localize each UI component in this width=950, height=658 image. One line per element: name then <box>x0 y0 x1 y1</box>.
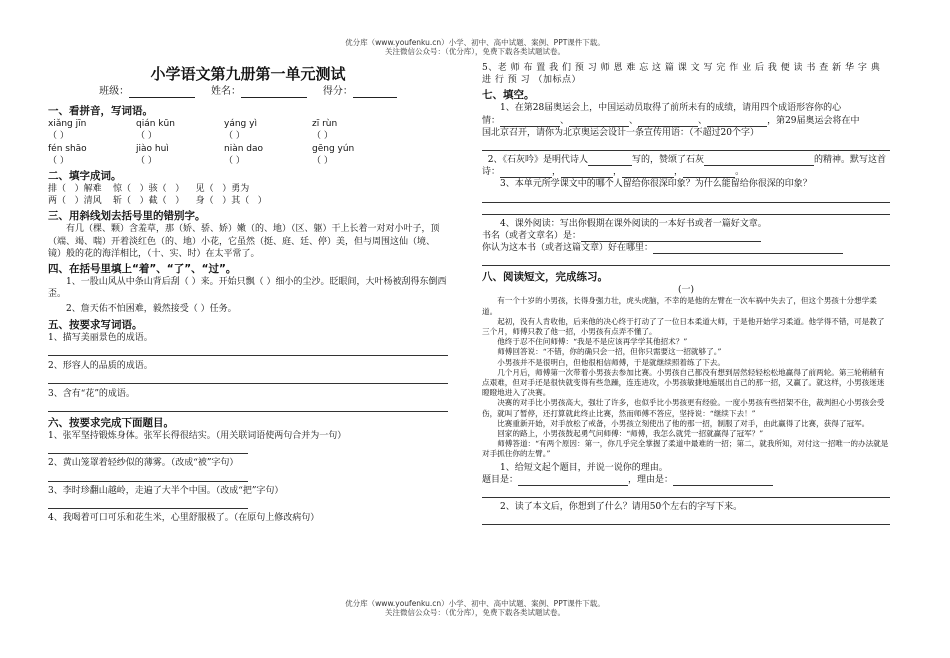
header-line-2: 关注微信公众号：（优分库），免费下载各类试题试卷。 <box>385 47 565 56</box>
page-footer <box>0 599 950 617</box>
rewrite-question-1: 1、张军坚持锻炼身体。张军长得很结实。（用关联词语使两句合并为一句） <box>48 431 347 442</box>
page-header <box>0 38 950 56</box>
answer-line[interactable] <box>482 203 890 215</box>
header-line-1: 优分库（www.youfenku.cn）小学、初中、高中试题、案例、PPT课件下载。 <box>345 38 605 47</box>
passage-paragraph: 师傅回答说：“不错，你的确只会一招，但你只需要这一招就够了。” <box>497 347 722 357</box>
passage-paragraph: 有一个十岁的小男孩，长得身强力壮，虎头虎脑，不幸的是他的左臂在一次车祸中失去了，但这个男孩十分想学柔道。 <box>482 296 877 316</box>
passage-paragraph: 几个月后，师傅第一次带着小男孩去参加比赛。小男孩自己都没有想到居然轻轻松松地赢得了前两轮。第三轮稍稍有点艰难，但对手还是很快就变得有些急躁，连连进攻，小男孩敏捷地施展出自己的那一招，又赢了。就这样，小男孩迷迷瞪瞪地进入了决赛。 <box>482 367 885 398</box>
answer-blank[interactable] <box>683 168 735 178</box>
rewrite-question-4[interactable]: 4、我喝着可口可乐和花生米，心里舒服极了。（在原句上修改病句） <box>48 512 320 523</box>
answer-paren[interactable]: （ ） <box>312 155 333 166</box>
reading-question-1: 1、给短文起个题目，并说一说你的理由。 <box>500 462 668 473</box>
fill-question-2-line: 2、《石灰吟》是明代诗人 写的，赞颂了石灰 的精神。默写这首诗： ， ， ， 。 <box>482 155 886 178</box>
section-6-heading: 六、按要求完成下面题目。 <box>48 417 174 430</box>
title-reason-line <box>482 474 890 486</box>
answer-blank[interactable] <box>500 168 552 178</box>
rewrite-question-3: 3、李时珍翻山越岭，走遍了大半个中国。（改成“把”字句） <box>48 485 284 496</box>
answer-line[interactable] <box>482 191 890 203</box>
pinyin-row-2 <box>48 143 448 155</box>
pinyin-item: gēng yún <box>312 143 355 154</box>
passage-paragraph: 师傅答道：“有两个原因：第一，你几乎完全掌握了柔道中最难的一招；第二，就我所知，对付这一招唯一的办法就是对手抓住你的左臂。” <box>482 439 889 459</box>
score-field[interactable] <box>353 87 397 98</box>
pinyin-item: yáng yì <box>224 119 257 130</box>
student-info <box>48 86 448 98</box>
title-blank[interactable] <box>518 476 628 486</box>
punctuation-question[interactable]: 5、老 师 布 置 我 们 预 习 师 恩 难 忘 这 篇 课 文 写 完 作 业 后 我 便 读 书 查 新 华 字 典 进 行 预 习 （加标点） <box>482 63 881 86</box>
section-5-heading: 五、按要求写词语。 <box>48 318 143 331</box>
fill-label: ，第29届奥运会将在中 <box>767 115 860 126</box>
section-3-heading: 三、用斜线划去括号里的错别字。 <box>48 210 206 223</box>
answer-blank[interactable] <box>569 117 629 127</box>
passage-part-label: (一) <box>677 285 695 296</box>
book-name-blank[interactable] <box>581 232 761 242</box>
answer-line[interactable] <box>48 400 448 412</box>
section-4-heading: 四、在括号里填上“着”、“了”、“过”。 <box>48 263 237 276</box>
answer-blank[interactable] <box>638 117 698 127</box>
answer-line[interactable] <box>482 139 890 151</box>
fill-label: 情： <box>482 115 501 126</box>
section-7-heading: 七、填空。 <box>482 89 535 102</box>
answer-parens-row-1[interactable] <box>48 130 448 142</box>
fill-label: ，理由是： <box>628 474 674 485</box>
answer-paren[interactable]: （ ） <box>48 131 69 142</box>
rewrite-question-2: 2、黄山笼罩着轻纱似的薄雾。（改成“被”字句） <box>48 458 239 469</box>
answer-line[interactable] <box>482 254 890 266</box>
fill-label: 的精神。默写这首诗： <box>482 155 886 178</box>
answer-paren[interactable]: （ ） <box>224 131 245 142</box>
fill-label: 题目是： <box>482 474 519 485</box>
answer-paren[interactable]: （ ） <box>136 155 157 166</box>
answer-blank[interactable] <box>704 156 814 166</box>
answer-paren[interactable]: （ ） <box>136 131 157 142</box>
answer-line[interactable] <box>48 372 448 384</box>
pinyin-item: niàn dao <box>224 143 264 154</box>
section-8-heading: 八、阅读短文，完成练习。 <box>482 271 608 284</box>
class-field[interactable] <box>129 87 195 98</box>
fill-label: 你认为这本书（或者这篇文章）好在哪里： <box>482 243 654 254</box>
particle-question-2[interactable]: 2、詹天佑不怕困难，毅然接受（ ）任务。 <box>66 304 237 315</box>
answer-blank[interactable] <box>622 168 674 178</box>
answer-line[interactable] <box>48 470 248 482</box>
reason-blank[interactable] <box>673 476 773 486</box>
name-label: 姓名： <box>211 86 241 97</box>
answer-line[interactable] <box>482 486 890 498</box>
answer-blank[interactable] <box>588 156 632 166</box>
pinyin-item: qián kūn <box>136 119 175 130</box>
fill-label: 写的，赞颂了石灰 <box>631 155 704 166</box>
fill-question-3: 3、本单元所学课文中的哪个人留给你很深印象？为什么能留给你很深的印象？ <box>500 179 812 190</box>
idiom-question-3: 3、含有“花”的成语。 <box>48 389 135 400</box>
idiom-question-2: 2、形容人的品质的成语。 <box>48 360 153 371</box>
left-column <box>48 62 448 524</box>
section-1-heading: 一、看拼音，写词语。 <box>48 105 153 118</box>
fill-question-1-line: 情： 、 、 、 ，第29届奥运会将在中 <box>482 115 860 126</box>
fill-words-line-1[interactable]: 排（ ）解难 惊（ ）骇（ ） 见（ ）勇为 <box>48 184 250 195</box>
pinyin-item: jiào huì <box>136 143 169 154</box>
passage-paragraph: 回家的路上，小男孩鼓起勇气问师傅：“师傅，我怎么就凭一招就赢得了冠军？” <box>497 429 764 439</box>
answer-blank[interactable] <box>561 168 613 178</box>
particle-question-1[interactable]: 1、一股山风从中条山背后刮（ ）来。开始只飘（ ）细小的尘沙。眨眼间，大叶杨被刮得东倒西歪。 <box>48 277 447 300</box>
passage-paragraph: 比赛重新开始，对手放松了戒备，小男孩立刻使出了他的那一招，制服了对手，由此赢得了比赛，获得了冠军。 <box>497 418 870 428</box>
right-column <box>482 62 890 525</box>
typo-passage[interactable]: 有几（棵、颗）含羞草，那（娇、骄、娇）嫩（的、地）（区、躯）干上长着一对对小叶子，顶（端、竭、喘）开着淡红色（的、地）小花，它虽然（挺、庭、廷、停）美，但与周围这仙（境、镜）般的花的海洋相比，（十、实、时）在太平常了。 <box>48 224 440 259</box>
answer-line[interactable] <box>48 442 248 454</box>
book-name-line <box>482 230 890 242</box>
pinyin-row-1 <box>48 118 448 130</box>
answer-parens-row-2[interactable] <box>48 155 448 167</box>
answer-line[interactable] <box>482 513 890 525</box>
passage-paragraph: 他终于忍不住问师傅：“我是不是应该再学学其他招术？” <box>497 337 688 347</box>
page-title: 小学语文第九册第一单元测试 <box>150 65 346 83</box>
idiom-question-1: 1、描写美丽景色的成语。 <box>48 332 153 343</box>
passage-paragraph: 决赛的对手比小男孩高大，强壮了许多，也似乎比小男孩更有经验。一度小男孩有些招架不住，裁判担心小男孩会受伤，就叫了暂停，还打算就此终止比赛，然而师傅不答应，坚持说：“继续下去！” <box>482 398 885 418</box>
answer-line[interactable] <box>48 497 248 509</box>
pinyin-item: zī rùn <box>312 119 338 130</box>
answer-blank[interactable] <box>707 117 767 127</box>
fill-label: 书名（或者文章名）是： <box>482 230 582 241</box>
fill-question-4: 4、课外阅读：写出你假期在课外阅读的一本好书或者一篇好文章。 <box>500 218 767 229</box>
fill-words-line-2[interactable]: 两（ ）清风 斩（ ）截（ ） 身（ ）其（ ） <box>48 196 267 207</box>
section-2-heading: 二、填字成词。 <box>48 170 122 183</box>
answer-paren[interactable]: （ ） <box>312 131 333 142</box>
footer-line-1: 优分库（www.youfenku.cn）小学、初中、高中试题、案例、PPT课件下载。 <box>345 599 605 608</box>
pinyin-item: fén shāo <box>48 143 87 154</box>
class-label: 班级： <box>99 86 130 97</box>
answer-paren[interactable]: （ ） <box>48 155 69 166</box>
score-label: 得分： <box>322 86 353 97</box>
pinyin-item: xiǎng jīn <box>48 119 87 130</box>
fill-question-1-slogan: 国北京召开，请你为北京奥运会设计一条宣传用语：（不超过20个字） <box>482 127 759 138</box>
footer-line-2: 关注微信公众号：（优分库），免费下载各类试题试卷。 <box>385 608 565 617</box>
reading-question-2: 2、读了本文后，你想到了什么？请用50个左右的字写下来。 <box>500 502 743 513</box>
answer-line[interactable] <box>48 344 448 356</box>
book-reason-blank[interactable] <box>653 244 843 254</box>
answer-blank[interactable] <box>500 117 560 127</box>
book-reason-line <box>482 242 890 254</box>
fill-label: 2、《石灰吟》是明代诗人 <box>487 155 588 166</box>
passage-paragraph: 起初，没有人肯收他，后来他的决心终于打动了了一位日本柔道大师，于是他开始学习柔道。他学得不错，可是教了三个月，师傅只教了他一招，小男孩有点弄不懂了。 <box>482 316 885 337</box>
fill-question-1-intro: 1、在第28届奥运会上，中国运动员取得了前所未有的成绩，请用四个成语形容你的心 <box>500 103 842 114</box>
answer-paren[interactable]: （ ） <box>224 155 245 166</box>
passage-paragraph: 小男孩并不是很明白，但他很相信师傅，于是就继续照着练了下去。 <box>497 357 725 367</box>
reading-passage <box>482 296 890 459</box>
name-field[interactable] <box>241 87 307 98</box>
